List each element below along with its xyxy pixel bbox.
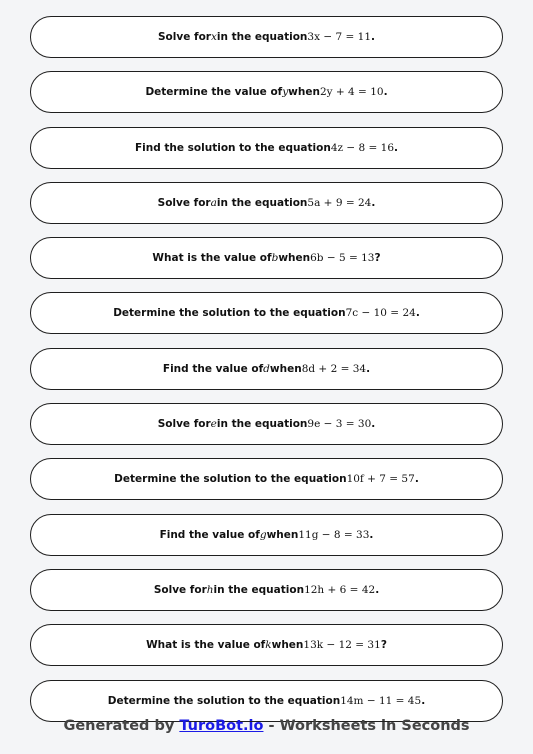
problem-mid: when xyxy=(288,86,320,99)
problem-mid: in the equation xyxy=(213,583,305,596)
problem-prefix: Find the value of xyxy=(162,362,264,375)
problem-end: . xyxy=(371,31,375,43)
problem-end: . xyxy=(375,583,380,596)
problem-end: . xyxy=(366,362,371,375)
problem-end: . xyxy=(414,473,419,486)
problem-prefix: Solve for xyxy=(153,583,207,596)
problem-prefix: Find the value of xyxy=(159,528,260,541)
problem-mid: when xyxy=(278,252,311,265)
problem-variable-text: y xyxy=(282,86,289,99)
problem-equation: 8d + 2 = 34 xyxy=(301,362,367,375)
problem-variable-text: d xyxy=(263,362,270,375)
problem-prefix: Determine the value of xyxy=(145,86,283,99)
problem-end: . xyxy=(371,418,376,431)
problem-card xyxy=(30,348,503,390)
problem-variable-text: h xyxy=(206,583,214,596)
problem-variable xyxy=(207,584,214,596)
problem-end: ? xyxy=(374,252,381,265)
problem-variable-text: k xyxy=(265,639,272,652)
footer-suffix: - Worksheets in Seconds xyxy=(263,718,470,734)
problem-variable xyxy=(272,252,279,264)
problem-end: . xyxy=(369,528,374,541)
problem-prefix: What is the value of xyxy=(146,639,266,652)
problem-variable xyxy=(263,363,270,375)
problem-mid: in the equation xyxy=(216,31,308,43)
problem-mid: when xyxy=(266,528,299,541)
problem-mid: in the equation xyxy=(216,418,308,431)
problem-prefix: Find the solution to the equation xyxy=(134,141,331,154)
problem-list xyxy=(30,16,503,735)
problem-card xyxy=(30,16,503,58)
problem-variable-text: a xyxy=(210,196,217,209)
problem-card xyxy=(30,514,503,556)
problem-end: . xyxy=(415,307,420,320)
problem-card xyxy=(30,127,503,169)
problem-card xyxy=(30,680,503,722)
footer-prefix: Generated by xyxy=(63,718,180,734)
problem-equation: 2y + 4 = 10 xyxy=(319,86,384,99)
problem-card xyxy=(30,403,503,445)
problem-card xyxy=(30,237,503,279)
footer xyxy=(0,718,533,734)
problem-mid: when xyxy=(271,639,304,652)
problem-end: . xyxy=(383,86,388,99)
problem-card xyxy=(30,71,503,113)
problem-card xyxy=(30,182,503,224)
problem-equation: 6b − 5 = 13 xyxy=(310,252,375,265)
problem-end: . xyxy=(371,196,376,209)
problem-equation: 5a + 9 = 24 xyxy=(307,196,372,209)
problem-card xyxy=(30,292,503,334)
problem-card xyxy=(30,624,503,666)
problem-variable-text: e xyxy=(210,418,217,431)
problem-prefix: Determine the solution to the equation xyxy=(114,473,347,486)
problem-equation: 4z − 8 = 16 xyxy=(330,141,395,154)
problem-prefix: Determine the solution to the equation xyxy=(113,307,346,320)
problem-equation: 3x − 7 = 11 xyxy=(307,31,371,43)
turobot-link[interactable]: TuroBot.io xyxy=(179,718,264,734)
problem-variable-text: g xyxy=(259,528,267,541)
problem-mid: when xyxy=(269,362,302,375)
problem-card xyxy=(30,458,503,500)
problem-equation: 11g − 8 = 33 xyxy=(298,528,370,541)
problem-end: . xyxy=(394,141,399,154)
problem-mid: in the equation xyxy=(216,196,308,209)
problem-end: . xyxy=(421,694,426,707)
problem-equation: 12h + 6 = 42 xyxy=(304,583,376,596)
problem-variable-text: b xyxy=(271,252,279,265)
problem-equation: 13k − 12 = 31 xyxy=(303,639,381,652)
problem-prefix: What is the value of xyxy=(152,252,272,265)
problem-equation: 9e − 3 = 30 xyxy=(307,418,372,431)
problem-prefix: Solve for xyxy=(157,418,211,431)
problem-end: ? xyxy=(380,639,387,652)
problem-variable xyxy=(260,529,267,541)
problem-prefix: Determine the solution to the equation xyxy=(107,694,341,707)
problem-variable-text: x xyxy=(210,31,217,43)
problem-equation: 7c − 10 = 24 xyxy=(345,307,416,320)
problem-equation: 14m − 11 = 45 xyxy=(340,694,422,707)
problem-prefix: Solve for xyxy=(158,31,211,43)
problem-equation: 10f + 7 = 57 xyxy=(346,473,415,486)
problem-prefix: Solve for xyxy=(157,196,211,209)
problem-card xyxy=(30,569,503,611)
